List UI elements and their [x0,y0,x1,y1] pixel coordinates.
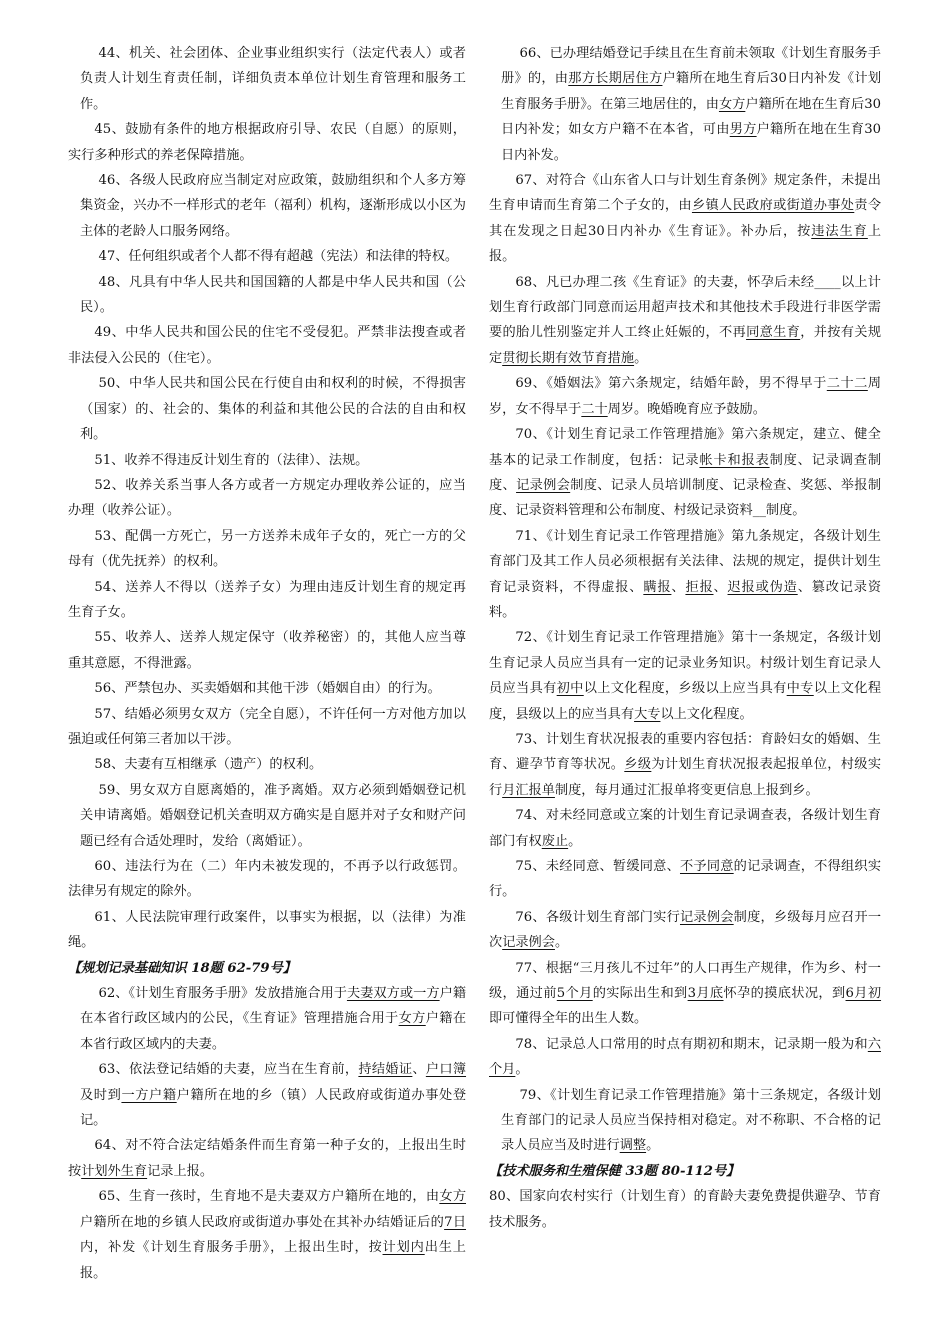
question-text: 户籍所在地在生育30日内补发。 [501,122,882,163]
question-text: 48、凡具有中华人民共和国国籍的人都是中华人民共和国（公民）。 [80,274,466,316]
answer-underlined: 那方长期居住方 [568,71,663,87]
question-item [489,41,881,168]
question-text: 内，补发《计划生育服务手册》，上报出生时，按 [80,1240,383,1256]
question-text: 64、对不符合法定结婚条件而生育第一种子女的，上报出生时按 [68,1138,466,1179]
question-text: 53、配偶一方死亡，另一方送养未成年子女的，死亡一方的父母有（优先抚养）的权利。 [68,528,466,570]
question-text: 70、《计划生育记录工作管理措施》第六条规定，建立、健全基本的记录工作制度，包括：记录 [489,427,881,468]
question-text: 周岁，女不得早于 [489,376,881,417]
question-text: 。 [646,1138,660,1154]
question-item [489,422,881,524]
question-text: 的记录调查，不得组织实行。 [489,859,882,900]
question-text: 77、根据“三月孩儿不过年”的人口再生产规律，作为乡、村一级，通过前 [489,960,881,1002]
answer-underlined: 6月初 [845,986,882,1002]
question-text: 59、男女双方自愿离婚的，准予离婚。双方必须到婚姻登记机关申请离婚。婚姻登记机关查明双方确实是自愿并对子女和财产问题已经有合适处理时，发给（离婚证）。 [80,782,466,849]
question-text: 户籍在本省行政区域内的公民，《生育证》管理措施合用于 [80,986,467,1027]
question-text: 61、人民法院审理行政案件，以事实为根据，以（法律）为准绳。 [68,909,466,951]
question-text: 及时到 [80,1087,122,1103]
question-text: 78、记录总人口常用的时点有期初和期末，记录期一般为和 [515,1036,868,1052]
answer-underlined: 中专 [786,681,814,697]
question-text: 72、《计划生育记录工作管理措施》第十一条规定，各级计划生育记录人员应当具有一定的记录业务知识。村级计划生育记录人员应当具有 [489,630,881,697]
question-text: 56、严禁包办、买卖婚姻和其他干涉（婚姻自由）的行为。 [94,681,441,697]
question-item [68,1184,466,1286]
question-item [489,625,881,727]
answer-underlined: 拒报 [685,579,714,595]
answer-underlined: 记录例会 [502,935,555,951]
question-text: ，并按有关规定 [489,325,882,366]
answer-underlined: 计划外生育 [81,1163,148,1179]
question-item [489,905,881,956]
answer-underlined: 乡镇人民政府或街道办事处 [691,198,855,214]
question-text: 67、对符合《山东省人口与计划生育条例》规定条件，未提出生育申请而生育第二个子女的，由 [489,173,881,214]
answer-underlined: 乡级 [624,757,652,773]
question-text: 以上文化程度，县级以上的应当具有 [489,681,882,722]
question-text: 。 [554,935,569,951]
question-text: 制度、记录调查制度、 [489,452,882,493]
question-item [68,702,466,753]
answer-underlined: 5个月 [556,986,593,1002]
answer-underlined: 初中 [556,681,584,697]
question-item [489,1083,881,1159]
question-item [68,778,466,854]
question-item [489,854,881,905]
question-text: 62、《计划生育服务手册》发放措施合用于 [98,986,347,1002]
answer-underlined: 记录例会 [516,477,571,493]
question-text: 责令其在发现之日起30日内补办《生育证》。补办后，按 [489,198,882,239]
question-item [68,41,466,117]
section-heading [489,1159,881,1184]
question-item [68,854,466,905]
question-text: 、 [713,579,728,595]
question-text: 上报。 [489,223,882,265]
answer-underlined: 女方 [439,1189,467,1205]
question-text: 46、各级人民政府应当制定对应政策，鼓励组织和个人多方筹集资金，兴办不一样形式的老年（福利）机构，逐渐形成以小区为主体的老龄人口服务网络。 [80,173,466,239]
answer-underlined: 男方 [729,122,757,138]
question-item [68,752,466,777]
question-item [489,727,881,803]
question-text: 【规划记录基础知识 18题 62-79号】 [68,960,296,976]
question-item [489,524,881,626]
answer-underlined: 夫妻双方或一方 [346,986,440,1002]
answer-underlined: 二十二 [826,376,868,392]
question-text: 63、依法登记结婚的夫妻，应当在生育前， [98,1062,359,1078]
question-item [489,168,881,270]
question-text: 户籍所在地生育后30日内补发《计划生育服务手册》。在第三地居住的，由 [501,71,882,112]
question-text: 44、机关、社会团体、企业事业组织实行（法定代表人）或者负责人计划生育责任制，详细负责本单位计划生育管理和服务工作。 [80,46,466,112]
question-text: 80、国家向农村实行（计划生育）的育龄夫妻免费提供避孕、节育技术服务。 [489,1189,881,1230]
answer-underlined: 不予同意 [679,859,734,874]
question-item [68,371,466,447]
answer-underlined: 违法生育 [811,223,868,239]
answer-underlined: 持结婚证 [358,1062,413,1078]
answer-underlined: 大专 [634,706,661,722]
question-text: 以上文化程度，乡级以上应当具有 [583,681,787,697]
question-text: 45、鼓励有条件的地方根据政府引导、农民（自愿）的原则，实行多种形式的养老保障措施。 [68,122,466,163]
question-item [68,676,466,701]
question-item [68,473,466,524]
question-item [489,1032,881,1083]
question-text: 51、收养不得违反计划生育的（法律）、法规。 [94,452,369,468]
answer-underlined: 7日 [444,1214,467,1230]
question-text: 户籍所在地的乡（镇）人民政府或街道办事处登记。 [80,1087,467,1129]
answer-underlined: 记录例会 [679,909,734,925]
answer-underlined: 废止 [541,833,569,849]
question-item [489,371,881,422]
question-item [489,803,881,854]
question-item [68,905,466,956]
answer-underlined: 一方户籍 [121,1087,177,1103]
question-text: 出生上报。 [80,1240,466,1281]
question-text: 57、结婚必须男女双方（完全自愿），不许任何一方对他方加以强迫或任何第三者加以干涉。 [68,706,466,747]
question-text: 69、《婚姻法》第六条规定，结婚年龄，男不得早于 [515,376,827,392]
question-text: 68、凡已办理二孩《生育证》的夫妻，怀孕后未经____以上计划生育行政部门同意而运用超声技术和其他技术手段进行非医学需要的胎儿性别鉴定并人工终止妊娠的，不再 [489,274,881,341]
question-text: 以上文化程度。 [660,706,753,722]
question-text: 、 [671,579,686,595]
answer-underlined: 二十 [581,401,608,417]
question-text: 50、中华人民共和国公民在行使自由和权利的时候，不得损害（国家）的、社会的、集体的利益和其他公民的合法的自由和权利。 [80,376,466,443]
answer-underlined: 瞒报 [643,579,672,595]
question-text: 66、已办理结婚登记手续且在生育前未领取《计划生育服务手册》的，由 [501,46,881,87]
answer-underlined: 帐卡和报表 [699,452,770,468]
question-text: 制度，乡级每月应召开一次 [489,909,882,951]
question-text: 的实际出生和到 [592,986,688,1002]
question-item [489,270,881,372]
question-text: 。 [568,833,582,849]
question-text: 、 [412,1062,426,1078]
question-text: 记录上报。 [147,1163,214,1179]
question-text: 71、《计划生育记录工作管理措施》第九条规定，各级计划生育部门及其工作人员必须根据有关法律、法规的规定，提供计划生育记录资料，不得虚报、 [489,528,881,595]
question-text: 户籍所在地的乡镇人民政府或街道办事处在其补办结婚证后的 [80,1214,445,1230]
question-text: 47、任何组织或者个人都不得有超越（宪法）和法律的特权。 [98,249,459,265]
answer-underlined: 计划内 [382,1240,425,1256]
question-text: 76、各级计划生育部门实行 [515,909,680,925]
question-item [489,956,881,1032]
question-item [68,168,466,244]
question-text: 75、未经同意、暂缓同意、 [515,859,680,874]
answer-underlined: 户口簿 [425,1062,467,1078]
question-text: 周岁。晚婚晚育应予鼓励。 [607,401,766,417]
question-text: 79、《计划生育记录工作管理措施》第十三条规定，各级计划生育部门的记录人员应当保持相对稳定。对不称职、不合格的记录人员应当及时进行 [501,1087,881,1154]
right-column [489,41,881,1235]
question-text: 74、对未经同意或立案的计划生育记录调查表，各级计划生育部门有权 [489,808,881,849]
question-text: 54、送养人不得以（送养子女）为理由违反计划生育的规定再生育子女。 [68,579,466,620]
answer-underlined: 女方 [718,96,746,112]
question-item [68,270,466,321]
question-item [68,117,466,168]
question-text: 即可懂得全年的出生人数。 [489,1011,648,1027]
question-text: 55、收养人、送养人规定保守（收养秘密）的，其他人应当尊重其意愿，不得泄露。 [68,630,466,671]
question-item [68,448,466,473]
question-text: 65、生育一孩时，生育地不是夫妻双方户籍所在地的，由 [98,1189,440,1205]
question-item [68,320,466,371]
question-text: 60、违法行为在（二）年内未被发现的，不再予以行政惩罚。法律另有规定的除外。 [68,859,466,900]
question-text: 52、收养关系当事人各方或者一方规定办理收养公证的，应当办理（收养公证）。 [68,477,466,519]
answer-underlined: 女方 [398,1011,426,1027]
question-text: 户籍在本省行政区域内的夫妻。 [80,1011,467,1052]
question-text: 为计划生育状况报表起报单位，村级实行 [489,757,882,798]
question-item [68,1133,466,1184]
question-text: 制度、记录人员培训制度、记录检查、奖惩、举报制度、记录资料管理和公布制度、村级记录资料__制度。 [489,477,882,519]
left-column [68,41,466,1286]
answer-underlined: 同意生育 [746,325,801,341]
question-item [68,981,466,1057]
question-item [68,524,466,575]
answer-underlined: 贯彻长期有效节育措施 [502,350,635,366]
question-item [68,244,466,269]
question-item [68,1057,466,1133]
question-text: 。 [634,350,648,366]
question-text: 73、计划生育状况报表的重要内容包括：育龄妇女的婚姻、生育、避孕节育等状况。 [489,731,881,773]
answer-underlined: 月汇报单 [502,782,555,798]
answer-underlined: 3月底 [687,986,724,1002]
answer-underlined: 迟报或伪造 [727,579,798,595]
question-text: 怀孕的摸底状况，到 [723,986,846,1002]
question-text: 49、中华人民共和国公民的住宅不受侵犯。严禁非法搜查或者非法侵入公民的（住宅）。 [68,325,466,366]
question-item [68,625,466,676]
answer-underlined: 调整 [619,1138,647,1154]
question-text: 。 [515,1062,529,1078]
question-text: 户籍所在地在生育后30日内补发；如女方户籍不在本省，可由 [501,96,882,138]
question-text: 、篡改记录资料。 [489,579,882,620]
answer-underlined: 六个月 [489,1036,881,1078]
question-text: 【技术服务和生殖保健 33题 80-112号】 [489,1163,740,1179]
question-item [489,1184,881,1235]
section-heading [68,956,466,981]
question-text: 制度，每月通过汇报单将变更信息上报到乡。 [554,782,819,798]
question-text: 58、夫妻有互相继承（遗产）的权利。 [94,757,323,773]
question-item [68,575,466,626]
